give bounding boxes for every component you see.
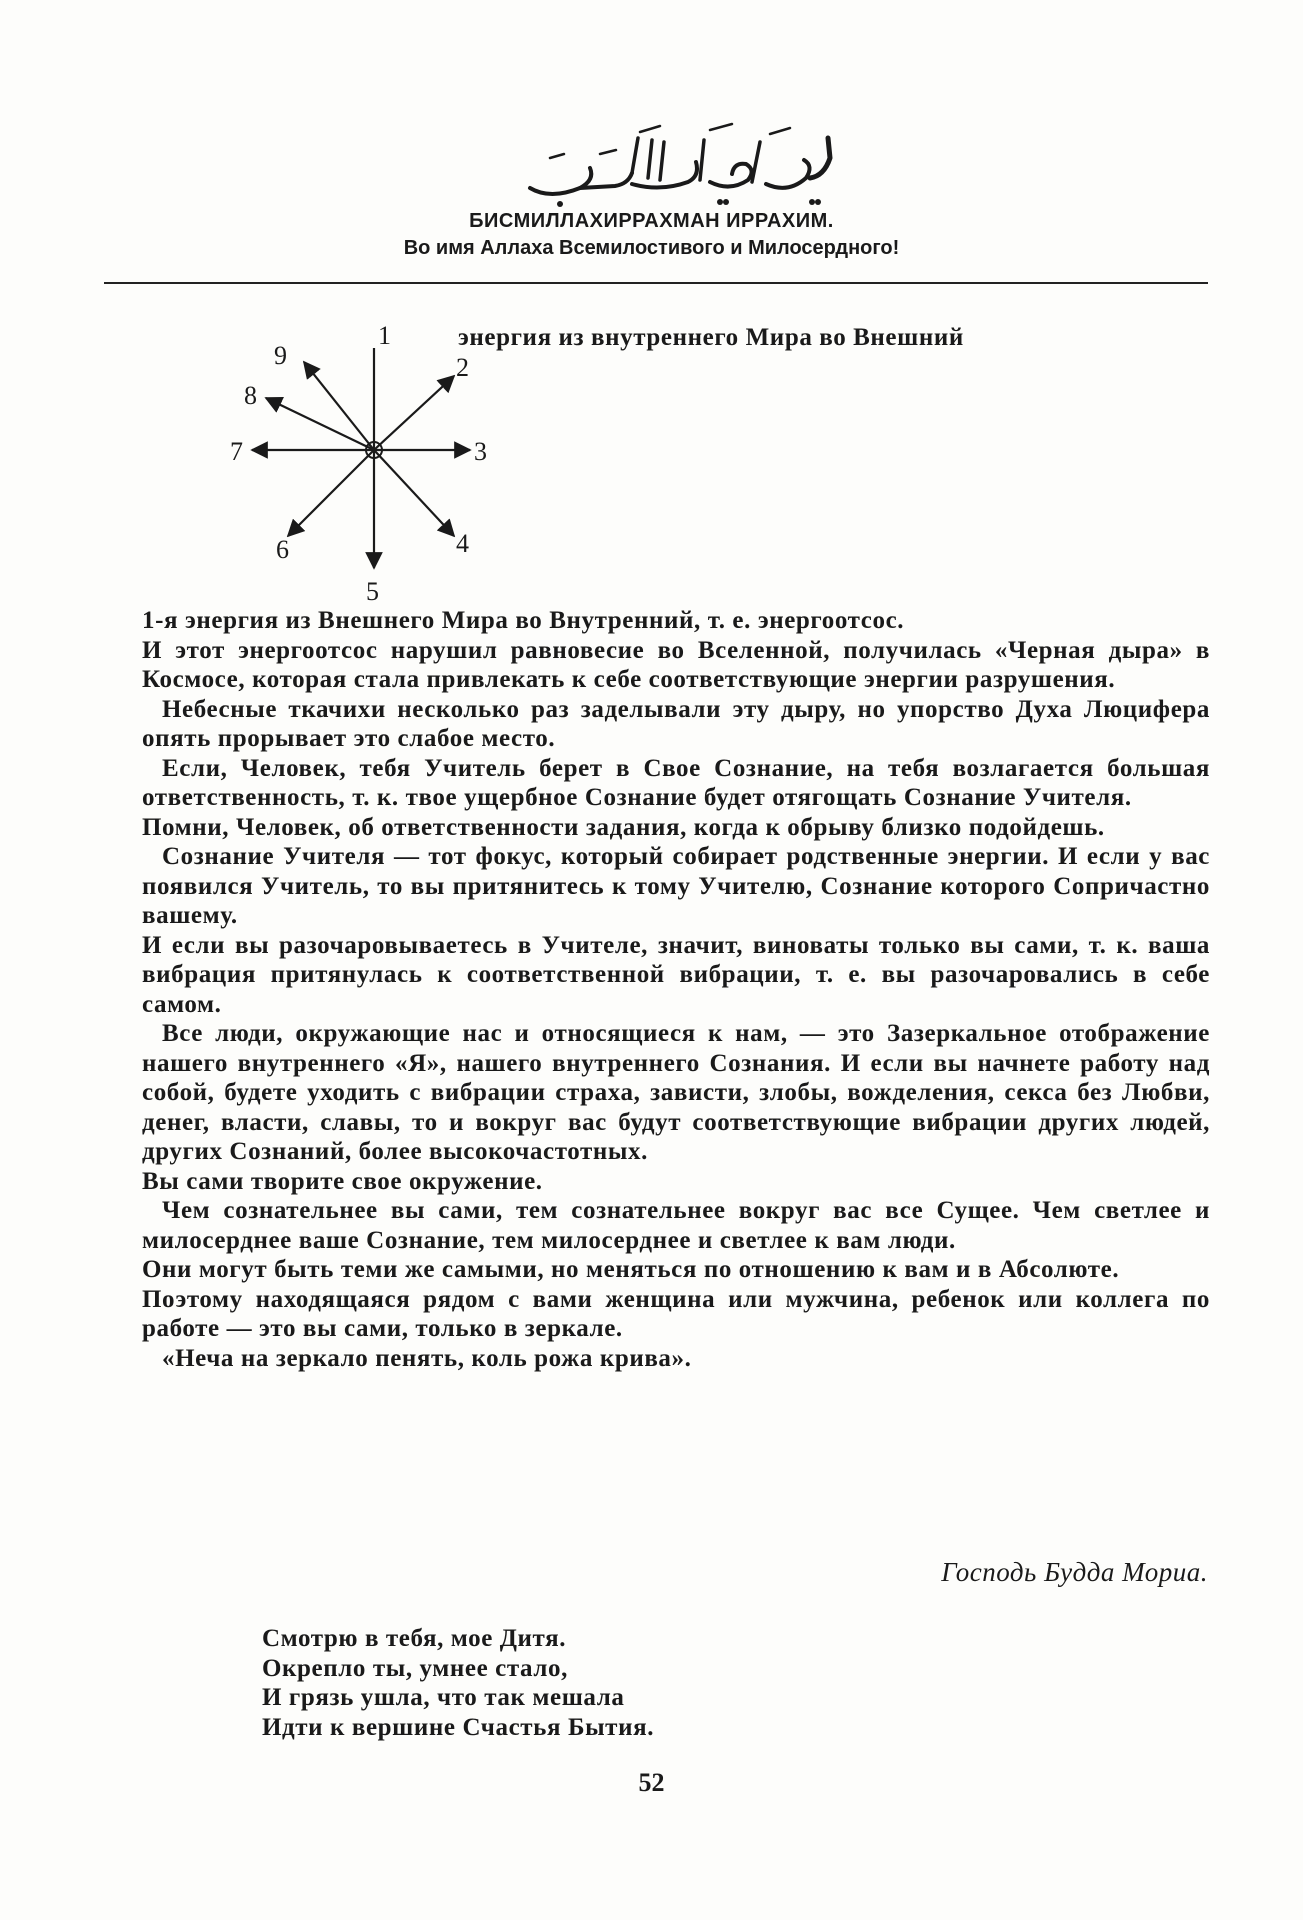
basmala-transliteration: БИСМИЛЛАХИРРАХМАН ИРРАХИМ.	[469, 210, 834, 232]
paragraph: Сознание Учителя — тот фокус, который собирает родственные энергии. И если у вас появился Учитель, то вы притянитесь к тому Учителю, Сознание которого Сопричастно вашему.	[142, 843, 1210, 929]
label-7: 7	[230, 437, 243, 466]
label-5: 5	[366, 577, 379, 606]
basmala-translation: Во имя Аллаха Всемилостивого и Милосердного!	[403, 237, 900, 259]
header-divider	[104, 282, 1208, 284]
author-signature: Господь Будда Мориа.	[941, 1557, 1208, 1587]
arrow-9	[304, 362, 374, 450]
paragraph: Чем сознательнее вы сами, тем сознательнее вокруг вас все Сущее. Чем светлее и милосерднее ваше Сознание, тем милосерднее и светлее к вам люди.	[142, 1197, 1210, 1254]
paragraph: Если, Человек, тебя Учитель берет в Свое Сознание, на тебя возлагается большая ответственность, т. к. твое ущербное Сознание будет отягощать Сознание Учителя.	[142, 754, 1210, 811]
paragraph: И если вы разочаровываетесь в Учителе, значит, виноваты только вы сами, т. к. ваша вибрация притянулась к соответственной вибрации, т. е. вы разочаровались в себе самом.	[142, 931, 1210, 1018]
label-3: 3	[474, 437, 487, 466]
paragraph: Вы сами творите свое окружение.	[142, 1167, 543, 1195]
basmala-calligraphy	[520, 118, 840, 210]
arrow-4	[374, 450, 454, 536]
paragraph: Помни, Человек, об ответственности задания, когда к обрыву близко подойдешь.	[142, 813, 1105, 841]
paragraph: Поэтому находящаяся рядом с вами женщина или мужчина, ребенок или коллега по работе — это вы сами, только в зеркале.	[142, 1285, 1210, 1342]
poem-line: Смотрю в тебя, мое Дитя.	[262, 1625, 567, 1652]
label-9: 9	[274, 341, 287, 370]
poem-line: Идти к вершине Счастья Бытия.	[262, 1713, 655, 1741]
label-1: 1	[378, 321, 391, 350]
page-number: 52	[638, 1768, 665, 1797]
poem	[262, 1624, 654, 1742]
paragraph: Они могут быть теми же самыми, но меняться по отношению к вам и в Абсолюте.	[142, 1256, 1120, 1283]
paragraph: «Неча на зеркало пенять, коль рожа крива».	[162, 1344, 692, 1372]
paragraph: Все люди, окружающие нас и относящиеся к нам, — это Зазеркальное отображение нашего внутреннего «Я», нашего внутреннего Сознания. И если вы начнете работу над собой, будете уходить с вибрации страха, зависти, злобы, вожделения, секса без Любви, денег, власти, славы, то и вокруг вас будут соответствующие вибрации других людей, других Сознаний, более высокочастотных.	[142, 1020, 1210, 1165]
paragraph: И этот энергоотсос нарушил равновесие во Вселенной, получилась «Черная дыра» в Космосе, которая стала привлекать к себе соответствующие энергии разрушения.	[142, 636, 1210, 693]
main-text	[142, 606, 1210, 1373]
poem-line: Окрепло ты, умнее стало,	[262, 1654, 568, 1682]
arrow-2	[374, 376, 454, 450]
label-6: 6	[276, 535, 289, 564]
energy-directions-diagram	[226, 320, 526, 610]
arrow-6	[288, 450, 374, 536]
paragraph: Небесные ткачихи несколько раз заделывали эту дыру, но упорство Духа Люцифера опять прорывает это слабое место.	[142, 695, 1210, 752]
label-2: 2	[456, 353, 469, 382]
arrow-8	[266, 398, 374, 450]
label-8: 8	[244, 381, 257, 410]
diagram-caption: энергия из внутреннего Мира во Внешний	[458, 324, 964, 351]
poem-line: И грязь ушла, что так мешала	[262, 1684, 625, 1711]
paragraph: 1-я энергия из Внешнего Мира во Внутренний, т. е. энергоотсос.	[142, 607, 905, 634]
label-4: 4	[456, 529, 469, 558]
